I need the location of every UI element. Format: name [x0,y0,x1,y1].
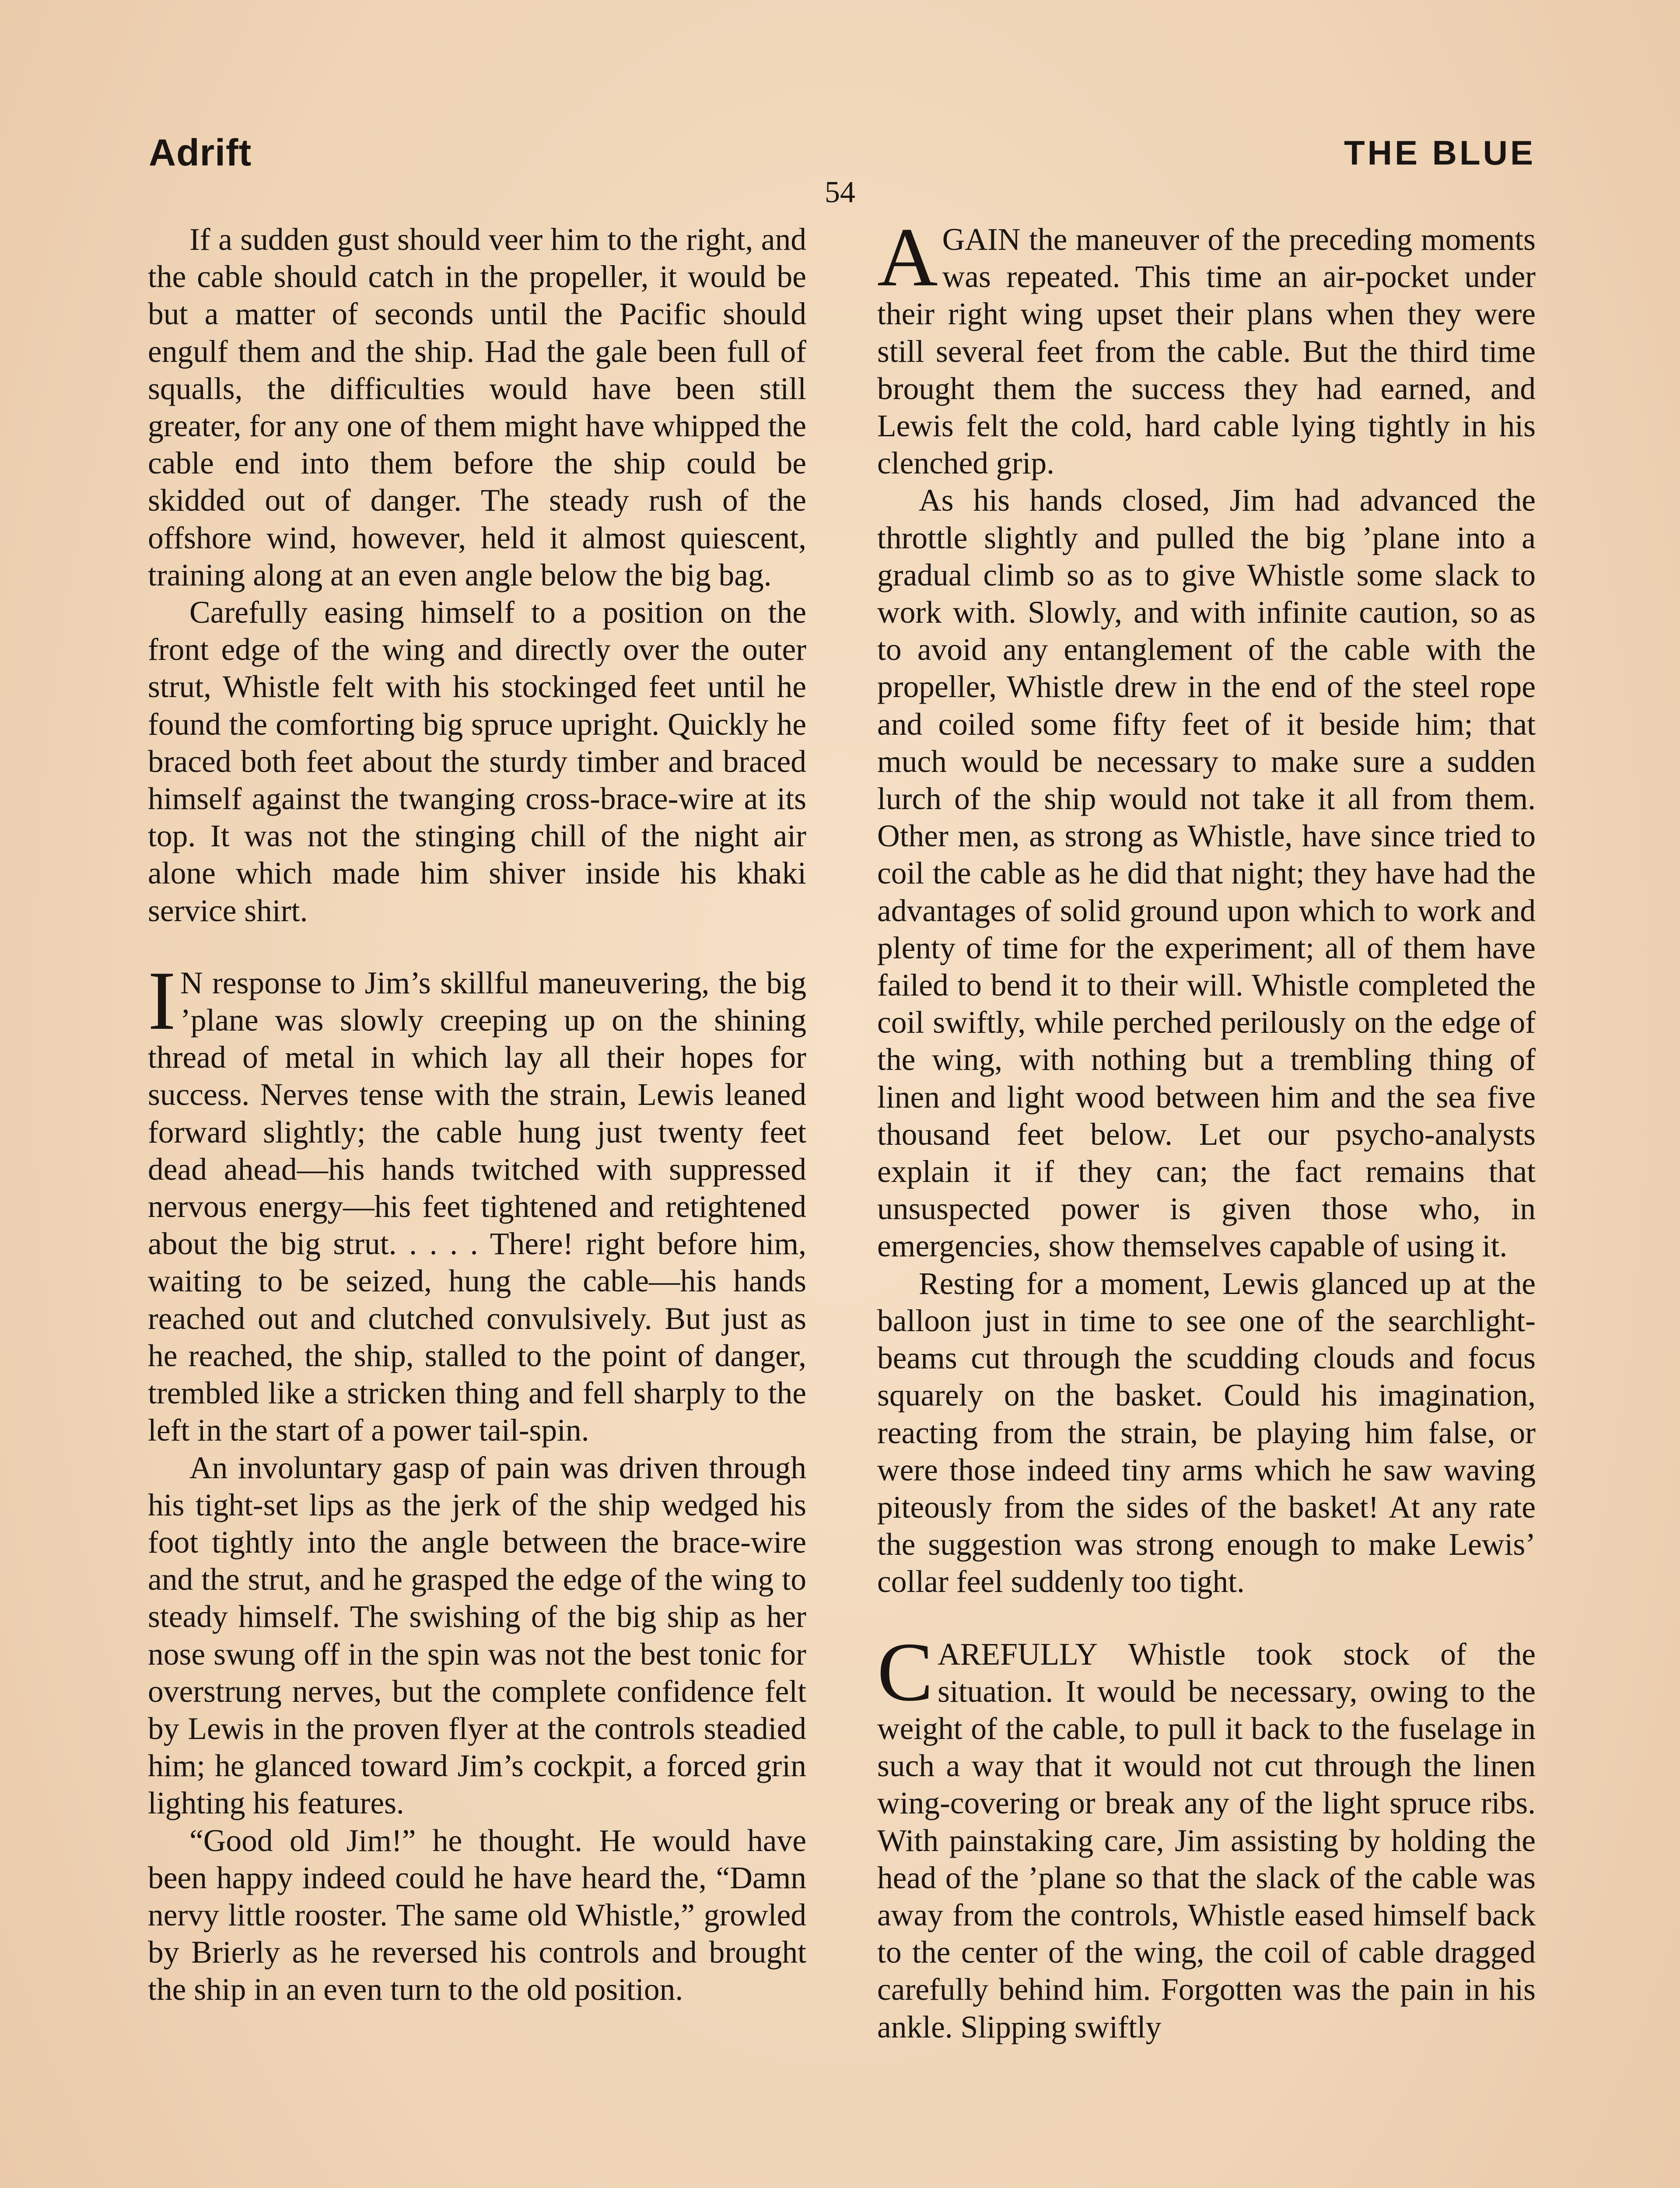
small-caps-lead: AREFULLY [938,1637,1098,1672]
right-column [877,221,1536,2188]
drop-cap: A [877,221,938,304]
section-paragraph [148,954,806,1449]
paragraph-text: the maneuver of the preceding moments was repeated. This time an air-pocket under their right wing upset their plans when they were still several feet from the cable. But the third time brought them the success they had earned, and Lewis felt the cold, hard cable lying tightly in his clenched grip. [877,222,1536,481]
drop-cap: I [148,954,176,1047]
paragraph: As his hands closed, Jim had advanced the throttle slightly and pulled the big ’plane into a gradual climb so as to give Whistle some slack to work with. Slowly, and with infinite caution, so as to avoid any entanglement of the cable with the propeller, Whistle drew in the end of the steel rope and coiled some fifty feet of it beside him; that much would be necessary to make sure a sudden lurch of the ship would not take it all from them. Other men, as strong as Whistle, have since tried to coil the cable as he did that night; they have had the advantages of solid ground upon which to work and plenty of time for the experiment; all of them have failed to bend it to their will. Whistle completed the coil swiftly, while perched perilously on the edge of the wing, with nothing but a trembling thing of linen and light wood between him and the sea five thousand feet below. Let our psycho-analysts explain it if they can; the fact remains that unsuspected power is given those who, in emergencies, show themselves capable of using it. [877,483,1536,1264]
paragraph: An involuntary gasp of pain was driven through his tight-set lips as the jerk of the ship wedged his foot tightly into the angle between the brace-wire and the strut, and he grasped the edge of the wing to steady himself. The swishing of the big ship as her nose swung off in the spin was not the best tonic for overstrung nerves, but the complete confidence felt by Lewis in the proven flyer at the controls steadied him; he glanced toward Jim’s cockpit, a forced grin lighting his features. [148,1450,806,1821]
section-paragraph [877,221,1536,482]
left-column [148,221,806,2188]
paragraph: Resting for a moment, Lewis glanced up at the balloon just in time to see one of the searchlight-beams cut through the scudding clouds and focus squarely on the basket. Could his imagination, reacting from the strain, be playing him false, or were those indeed tiny arms which he saw waving piteously from the sides of the basket! At any rate the suggestion was strong enough to make Lewis’ collar feel suddenly too tight. [877,1266,1536,1599]
small-caps-lead: GAIN [942,222,1021,257]
drop-cap: C [877,1625,934,1718]
page-number: 54 [825,175,855,209]
text-columns [148,221,1536,2188]
small-caps-lead: N [180,965,203,1000]
paragraph: Carefully easing himself to a position on the front edge of the wing and directly over the outer strut, Whistle felt with his stockinged feet until he found the comforting big spruce upright. Quickly he braced both feet about the sturdy timber and braced himself against the twanging cross-brace-wire at its top. It was not the stinging chill of the night air alone which made him shiver inside his khaki service shirt. [148,595,806,928]
paragraph-text: Whistle took stock of the situation. It would be necessary, owing to the weight of the cable, to pull it back to the fuselage in such a way that it would not cut through the linen wing-covering or break any of the light spruce ribs. With painstaking care, Jim assisting by holding the head of the ’plane so that the slack of the cable was away from the controls, Whistle eased himself back to the center of the wing, the coil of cable dragged carefully behind him. Forgotten was the pain in his ankle. Slipping swiftly [877,1637,1536,2044]
paragraph: “Good old Jim!” he thought. He would have been happy indeed could he have heard the, “Damn nervy little rooster. The same old Whistle,” growled by Brierly as he reversed his controls and brought the ship in an even turn to the old position. [148,1823,806,2007]
paragraph-text: response to Jim’s skillful maneuvering, the big ’plane was slowly creeping up on the shining thread of metal in which lay all their hopes for success. Nerves tense with the strain, Lewis leaned forward slightly; the cable hung just twenty feet dead ahead—his hands twitched with suppressed nervous energy—his feet tightened and retightened about the big strut. . . . . There! right before him, waiting to be seized, hung the cable—his hands reached out and clutched convulsively. But just as he reached, the ship, stalled to the point of danger, trembled like a stricken thing and fell sharply to the left in the start of a power tail-spin. [148,965,806,1448]
section-paragraph [877,1625,1536,2046]
paragraph: If a sudden gust should veer him to the right, and the cable should catch in the propeller, it would be but a matter of seconds until the Pacific should engulf them and the ship. Had the gale been full of squalls, the difficulties would have been still greater, for any one of them might have whipped the cable end into them before the ship could be skidded out of danger. The steady rush of the offshore wind, however, held it almost quiescent, training along at an even angle below the big bag. [148,222,806,593]
story-title: Adrift [149,132,252,174]
magazine-title: THE BLUE [1344,133,1536,172]
